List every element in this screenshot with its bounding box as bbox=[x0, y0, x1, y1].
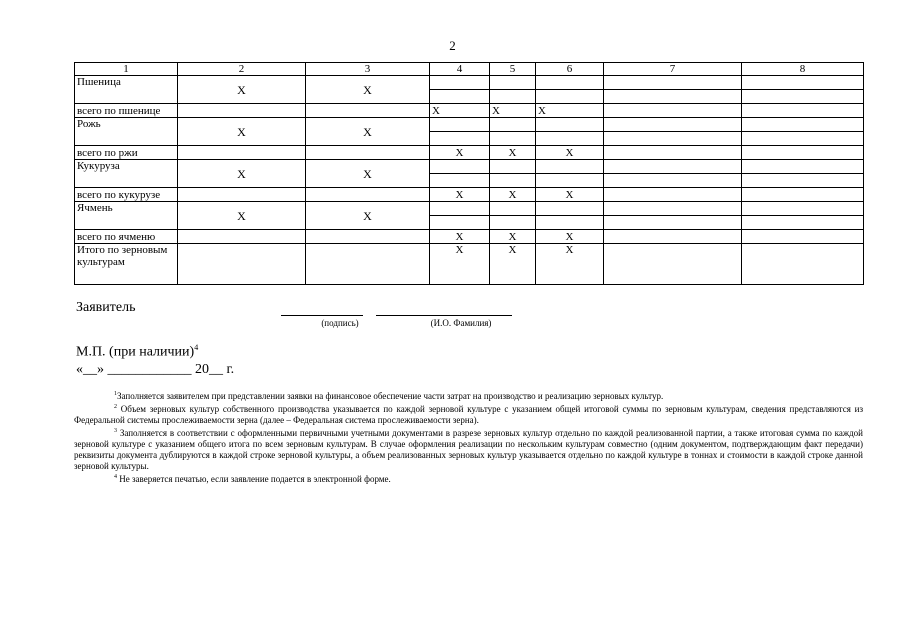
x-mark: X bbox=[536, 188, 604, 202]
table-row bbox=[75, 76, 864, 90]
date-line: «__» ____________ 20__ г. bbox=[76, 362, 235, 377]
x-mark: X bbox=[306, 118, 430, 146]
crop-name: Кукуруза bbox=[75, 160, 178, 188]
page-number: 2 bbox=[449, 38, 456, 53]
name-caption: (И.О. Фамилия) bbox=[430, 318, 492, 328]
total-label: всего по ячменю bbox=[75, 230, 178, 244]
total-label: всего по ржи bbox=[75, 146, 178, 160]
stamp-label: М.П. (при наличии)$^4$ bbox=[76, 343, 199, 360]
table-row bbox=[75, 160, 864, 174]
header-col-5: 5 bbox=[490, 63, 536, 76]
x-mark: X bbox=[430, 146, 490, 160]
x-mark: X bbox=[536, 230, 604, 244]
x-mark: X bbox=[430, 104, 490, 118]
header-col-8: 8 bbox=[742, 63, 864, 76]
crop-name: Ячмень bbox=[75, 202, 178, 230]
grand-total-label: Итого по зерновым культурам bbox=[75, 244, 178, 285]
table-row-total bbox=[75, 230, 864, 244]
footnote: $^3$ Заполняется в соответствии с оформленными первичными учетными документами в разрезе зерновых культур отдельно по каждой реализованной партии, а также итоговая сумма по каждой зерновой культуре с указанием общего итога по всем зерновым культурам. В случае оформления реализации по нескольким культурам совместно (одним документом, подтверждающим факт передачи) реквизиты документа дублируются в каждой строке зерновой культуры, а объем реализованных зерновых культур указывается отдельно по каждой культуре в тоннах и стоимости в каждой строке данной зерновой культуры. bbox=[74, 428, 863, 471]
header-col-7: 7 bbox=[604, 63, 742, 76]
signature-line bbox=[281, 315, 363, 316]
x-mark: X bbox=[490, 104, 536, 118]
x-mark: X bbox=[306, 76, 430, 104]
total-label: всего по пшенице bbox=[75, 104, 178, 118]
table-row bbox=[75, 118, 864, 132]
signature-caption: (подпись) bbox=[321, 318, 359, 328]
header-col-2: 2 bbox=[178, 63, 306, 76]
crop-name: Пшеница bbox=[75, 76, 178, 104]
table-header-row bbox=[75, 63, 864, 76]
crop-name: Рожь bbox=[75, 118, 178, 146]
footnote-ref: 4 bbox=[194, 343, 199, 352]
footnote: $^2$ Объем зерновых культур собственного производства указывается по каждой зерновой культуре с указанием общей итоговой суммы по зерновым культурам, сведения представляются из Федеральной системы прослеживаемости зерна (далее – Федеральная система прослеживаемости зерна). bbox=[74, 404, 864, 425]
table-row bbox=[75, 202, 864, 216]
table-row-total bbox=[75, 146, 864, 160]
x-mark: X bbox=[178, 160, 306, 188]
header-col-3: 3 bbox=[306, 63, 430, 76]
x-mark: X bbox=[536, 244, 604, 285]
x-mark: X bbox=[430, 244, 490, 285]
x-mark: X bbox=[306, 160, 430, 188]
x-mark: X bbox=[430, 188, 490, 202]
x-mark: X bbox=[490, 230, 536, 244]
x-mark: X bbox=[178, 76, 306, 104]
footnotes bbox=[74, 389, 863, 485]
footnote: $^4$ Не заверяется печатью, если заявление подается в электронной форме. bbox=[114, 474, 391, 484]
x-mark: X bbox=[536, 104, 604, 118]
grain-table bbox=[74, 62, 864, 285]
header-col-6: 6 bbox=[536, 63, 604, 76]
x-mark: X bbox=[178, 202, 306, 230]
table-row-total bbox=[75, 104, 864, 118]
x-mark: X bbox=[306, 202, 430, 230]
x-mark: X bbox=[178, 118, 306, 146]
header-col-4: 4 bbox=[430, 63, 490, 76]
name-line bbox=[376, 315, 512, 316]
x-mark: X bbox=[490, 188, 536, 202]
header-col-1: 1 bbox=[75, 63, 178, 76]
x-mark: X bbox=[430, 230, 490, 244]
x-mark: X bbox=[536, 146, 604, 160]
total-label: всего по кукурузе bbox=[75, 188, 178, 202]
table-row-total bbox=[75, 188, 864, 202]
footnote: $^1$Заполняется заявителем при представлении заявки на финансовое обеспечение части затрат на производство и реализацию зерновых культур. bbox=[114, 391, 664, 401]
x-mark: X bbox=[490, 146, 536, 160]
table-row-grand-total bbox=[75, 244, 864, 285]
applicant-label: Заявитель bbox=[76, 300, 136, 315]
x-mark: X bbox=[490, 244, 536, 285]
